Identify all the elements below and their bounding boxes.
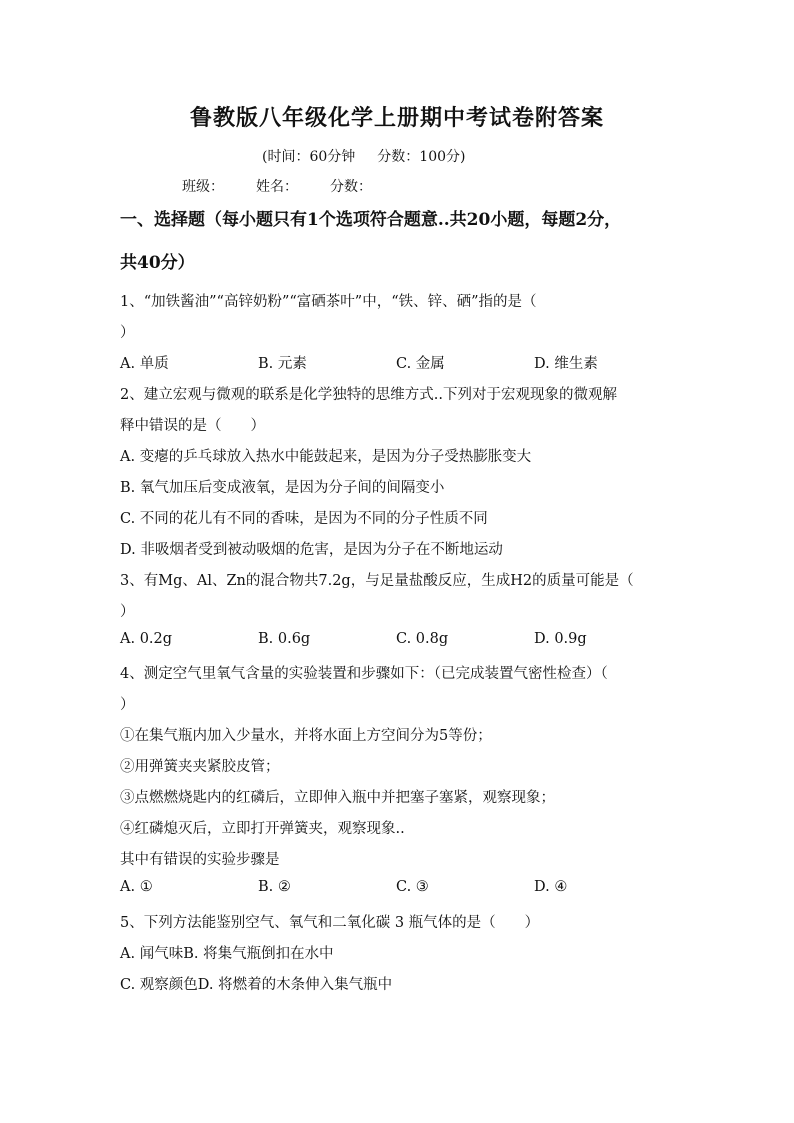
- question-1-option-b: B. 元素: [258, 356, 307, 372]
- question-1-stem-cont: ）: [120, 325, 135, 341]
- question-1-option-d: D. 维生素: [534, 356, 598, 372]
- time-info: (时间：60分钟: [262, 149, 356, 165]
- question-2-option-c: C. 不同的花儿有不同的香味，是因为不同的分子性质不同: [120, 511, 488, 527]
- question-2-option-a: A. 变瘪的乒乓球放入热水中能鼓起来，是因为分子受热膨胀变大: [120, 449, 532, 465]
- question-4-prompt: 其中有错误的实验步骤是: [120, 852, 280, 868]
- question-4-stem: 4、测定空气里氧气含量的实验装置和步骤如下：（已完成装置气密性检查）（: [120, 666, 608, 682]
- question-2-option-d: D. 非吸烟者受到被动吸烟的危害，是因为分子在不断地运动: [120, 542, 503, 558]
- question-4-option-d: D. ④: [534, 879, 568, 895]
- page-title: 鲁教版八年级化学上册期中考试卷附答案: [189, 105, 604, 131]
- question-4-step-1: ①在集气瓶内加入少量水，并将水面上方空间分为5等份；: [120, 728, 492, 744]
- question-5-stem: 5、下列方法能鉴别空气、氧气和二氧化碳 3 瓶气体的是（ ）: [120, 915, 540, 931]
- question-4-option-c: C. ③: [396, 879, 429, 895]
- question-4-option-a: A. ①: [120, 879, 153, 895]
- question-4-stem-cont: ）: [120, 697, 135, 713]
- question-1-option-a: A. 单质: [120, 356, 169, 372]
- class-label: 班级：: [182, 179, 224, 195]
- question-3-stem: 3、有Mg、Al、Zn的混合物共7.2g，与足量盐酸反应，生成H2的质量可能是（: [120, 573, 634, 589]
- question-4-step-4: ④红磷熄灭后，立即打开弹簧夹，观察现象..: [120, 821, 405, 837]
- question-4-step-3: ③点燃燃烧匙内的红磷后，立即伸入瓶中并把塞子塞紧，观察现象；: [120, 790, 555, 806]
- score-label: 分数：: [330, 179, 372, 195]
- question-2-stem-cont: 释中错误的是（ ）: [120, 418, 265, 434]
- question-5-options-ab: A. 闻气味B. 将集气瓶倒扣在水中: [120, 946, 334, 962]
- question-4-option-b: B. ②: [258, 879, 291, 895]
- question-3-stem-cont: ）: [120, 604, 135, 620]
- question-3-option-b: B. 0.6g: [258, 631, 311, 647]
- question-1-stem: 1、“加铁酱油”“高锌奶粉”“富硒茶叶”中，“铁、锌、硒”指的是（: [120, 294, 537, 310]
- section-heading-line1: 一、选择题（每小题只有1个选项符合题意..共20小题，每题2分，: [120, 210, 622, 230]
- section-heading-line2: 共40分）: [120, 253, 195, 273]
- question-2-stem: 2、建立宏观与微观的联系是化学独特的思维方式..下列对于宏观现象的微观解: [120, 387, 617, 403]
- question-4-step-2: ②用弹簧夹夹紧胶皮管；: [120, 759, 280, 775]
- question-1-option-c: C. 金属: [396, 356, 445, 372]
- question-3-option-c: C. 0.8g: [396, 631, 449, 647]
- exam-meta: [262, 146, 487, 166]
- student-info-line: [182, 176, 404, 196]
- score-info: 分数：100分): [377, 149, 466, 165]
- question-2-option-b: B. 氧气加压后变成液氧，是因为分子间的间隔变小: [120, 480, 445, 496]
- question-5-options-cd: C. 观察颜色D. 将燃着的木条伸入集气瓶中: [120, 977, 393, 993]
- name-label: 姓名：: [256, 179, 298, 195]
- question-3-option-d: D. 0.9g: [534, 631, 587, 647]
- question-3-option-a: A. 0.2g: [120, 631, 173, 647]
